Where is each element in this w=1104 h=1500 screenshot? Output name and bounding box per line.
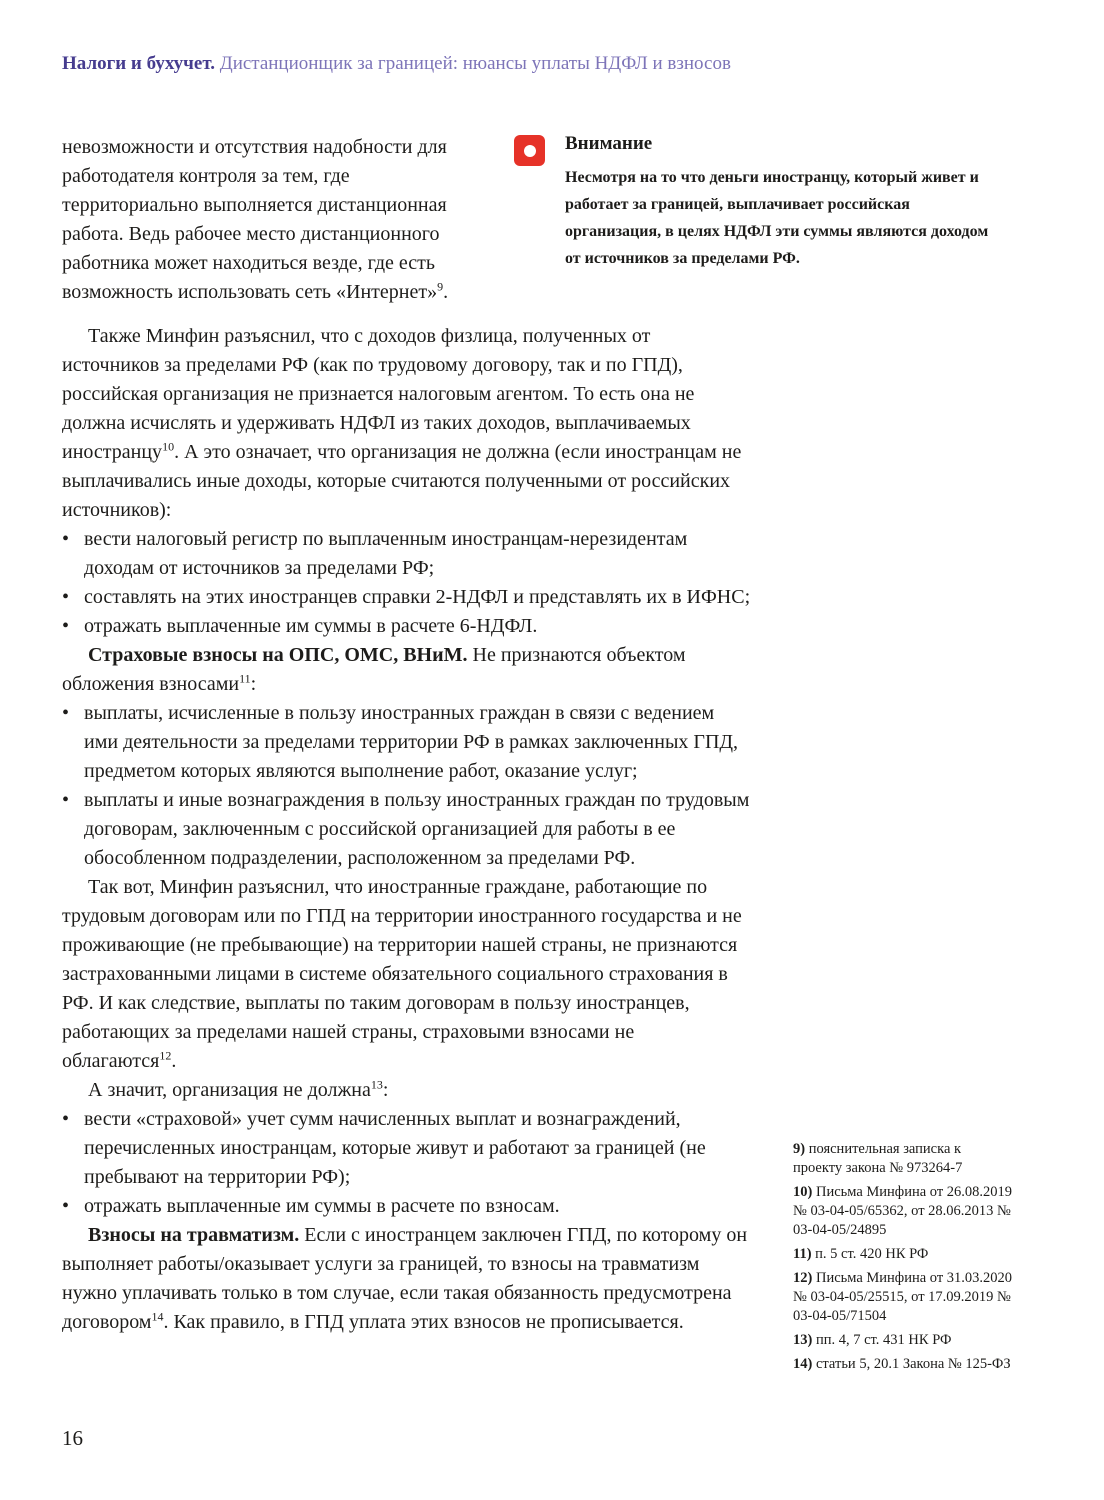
footnote-text: статьи 5, 20.1 Закона № 125-ФЗ — [815, 1356, 1011, 1372]
paragraph-text: Не признаются объектом обложения взносами — [62, 644, 686, 695]
bullet-item — [62, 786, 752, 873]
intro-paragraph — [62, 133, 482, 307]
bullet-text: вести налоговый регистр по выплаченным иностранцам-нерезидентам доходам от источников за пределами РФ; — [84, 528, 688, 579]
footnote-number: 14) — [793, 1356, 813, 1372]
footnote-ref-12: 12 — [159, 1048, 172, 1063]
paragraph-text: Также Минфин разъяснил, что с доходов физлица, полученных от источников за пределами РФ (как по трудовому договору, так и по ГПД), российская организация не признается налоговым агентом. То есть она не должна исчислять и удерживать НДФЛ из таких доходов, выплачиваемых иностранцу — [62, 325, 695, 463]
paragraph-text: Так вот, Минфин разъяснил, что иностранные граждане, работающие по трудовым договорам или по ГПД на территории иностранного государства и не проживающие (не пребывающие) на территории нашей страны, не признаются застрахованными лицами в системе обязательного социального страхования в РФ. И как следствие, выплаты по таким договорам в пользу иностранцев, работающих за пределами нашей страны, страховыми взносами не облагаются — [62, 876, 742, 1072]
bullet-text: отражать выплаченные им суммы в расчете по взносам. — [84, 1195, 560, 1217]
bullet-marker: • — [62, 1195, 70, 1217]
paragraph-text: . — [443, 281, 449, 303]
section-name: Налоги и бухучет. — [62, 53, 215, 74]
bullet-text: вести «страховой» учет сумм начисленных выплат и вознаграждений, перечисленных иностранцам, которые живут и работают за границей (не пребывают на территории РФ); — [84, 1108, 706, 1188]
article-title: Дистанционщик за границей: нюансы уплаты НДФЛ и взносов — [219, 53, 731, 74]
paragraph-text: Если с иностранцем заключен ГПД, по которому он выполняет работы/оказывает услуги за границей, то взносы на травматизм нужно уплачивать только в том случае, если такая обязанность предусмотрена договором — [62, 1224, 748, 1333]
paragraph — [62, 322, 752, 525]
bullet-text: выплаты, исчисленные в пользу иностранных граждан в связи с ведением ими деятельности за пределами территории РФ в рамках заключенных ГПД, предметом которых являются выполнение работ, оказание услуг; — [84, 702, 739, 782]
paragraph-text: А значит, организация не должна — [88, 1079, 371, 1101]
bullet-item — [62, 525, 752, 583]
bullet-marker: • — [62, 615, 70, 637]
paragraph-text: . Как правило, в ГПД уплата этих взносов не прописывается. — [163, 1311, 684, 1333]
run-in-heading: Страховые взносы на ОПС, ОМС, ВНиМ. — [88, 644, 468, 666]
paragraph — [62, 1221, 752, 1337]
footnote-text: Письма Минфина от 26.08.2019 № 03-04-05/65362, от 28.06.2013 № 03-04-05/24895 — [793, 1184, 1013, 1238]
footnote — [793, 1355, 1013, 1374]
attention-icon-dot — [524, 145, 536, 157]
footnote-text: п. 5 ст. 420 НК РФ — [815, 1246, 929, 1262]
paragraph-text: . — [171, 1050, 177, 1072]
bullet-item — [62, 612, 752, 641]
footnote-number: 12) — [793, 1270, 813, 1286]
footnote-number: 9) — [793, 1141, 806, 1157]
paragraph-text: : — [382, 1079, 389, 1101]
bullet-text: отражать выплаченные им суммы в расчете 6-НДФЛ. — [84, 615, 538, 637]
bullet-marker: • — [62, 702, 70, 724]
bullet-marker: • — [62, 528, 70, 550]
footnote-number: 11) — [793, 1246, 812, 1262]
intro-column — [62, 133, 482, 307]
bullet-marker: • — [62, 586, 70, 608]
paragraph-text: невозможности и отсутствия надобности для работодателя контроля за тем, где территориально выполняется дистанционная работа. Ведь рабочее место дистанционного работника может находиться везде, где есть возможность использовать сеть «Интернет» — [62, 136, 447, 303]
footnote — [793, 1140, 1013, 1178]
footnote — [793, 1331, 1013, 1350]
top-row — [62, 133, 1010, 307]
paragraph — [62, 641, 752, 699]
callout-title: Внимание — [565, 133, 653, 154]
footnote-text: Письма Минфина от 31.03.2020 № 03-04-05/25515, от 17.09.2019 № 03-04-05/71504 — [793, 1270, 1013, 1324]
footnote-ref-13: 13 — [370, 1077, 383, 1092]
footnote-number: 10) — [793, 1184, 813, 1200]
footnote-text: пп. 4, 7 ст. 431 НК РФ — [815, 1332, 952, 1348]
paragraph — [62, 1076, 752, 1105]
paragraph — [62, 873, 752, 1076]
bullet-item — [62, 583, 752, 612]
footnote-ref-10: 10 — [162, 439, 175, 454]
footnote-number: 13) — [793, 1332, 813, 1348]
footnote-ref-9: 9 — [437, 279, 444, 294]
footnote-ref-11: 11 — [239, 671, 251, 686]
bullet-text: составлять на этих иностранцев справки 2-НДФЛ и представлять их в ИФНС; — [84, 586, 751, 608]
paragraph-text: . А это означает, что организация не должна (если иностранцам не выплачивались иные доходы, которые считаются полученными от российских источников): — [62, 441, 742, 521]
bullet-text: выплаты и иные вознаграждения в пользу иностранных граждан по трудовым договорам, заключенным с российской организацией для работы в ее обособленном подразделении, расположенном за пределами РФ. — [84, 789, 750, 869]
page-number: 16 — [62, 1426, 83, 1450]
attention-callout — [514, 133, 1010, 272]
paragraph-text: : — [250, 673, 257, 695]
bullet-item — [62, 1105, 752, 1192]
bullet-item — [62, 1192, 752, 1221]
footnote — [793, 1183, 1013, 1240]
run-in-heading: Взносы на травматизм. — [88, 1224, 300, 1246]
callout-body — [565, 133, 999, 272]
article-body — [62, 322, 752, 1337]
footnote — [793, 1269, 1013, 1326]
bullet-marker: • — [62, 1108, 70, 1130]
footnote — [793, 1245, 1013, 1264]
bullet-marker: • — [62, 789, 70, 811]
callout-text: Несмотря на то что деньги иностранцу, который живет и работает за границей, выплачивает российская организация, в целях НДФЛ эти суммы являются доходом от источников за пределами РФ. — [565, 169, 989, 267]
footnote-text: пояснительная записка к проекту закона № 973264-7 — [793, 1141, 963, 1176]
footnotes — [793, 1140, 1013, 1379]
footnote-ref-14: 14 — [151, 1309, 164, 1324]
bullet-item — [62, 699, 752, 786]
running-head — [62, 52, 1042, 76]
attention-icon — [514, 135, 545, 166]
